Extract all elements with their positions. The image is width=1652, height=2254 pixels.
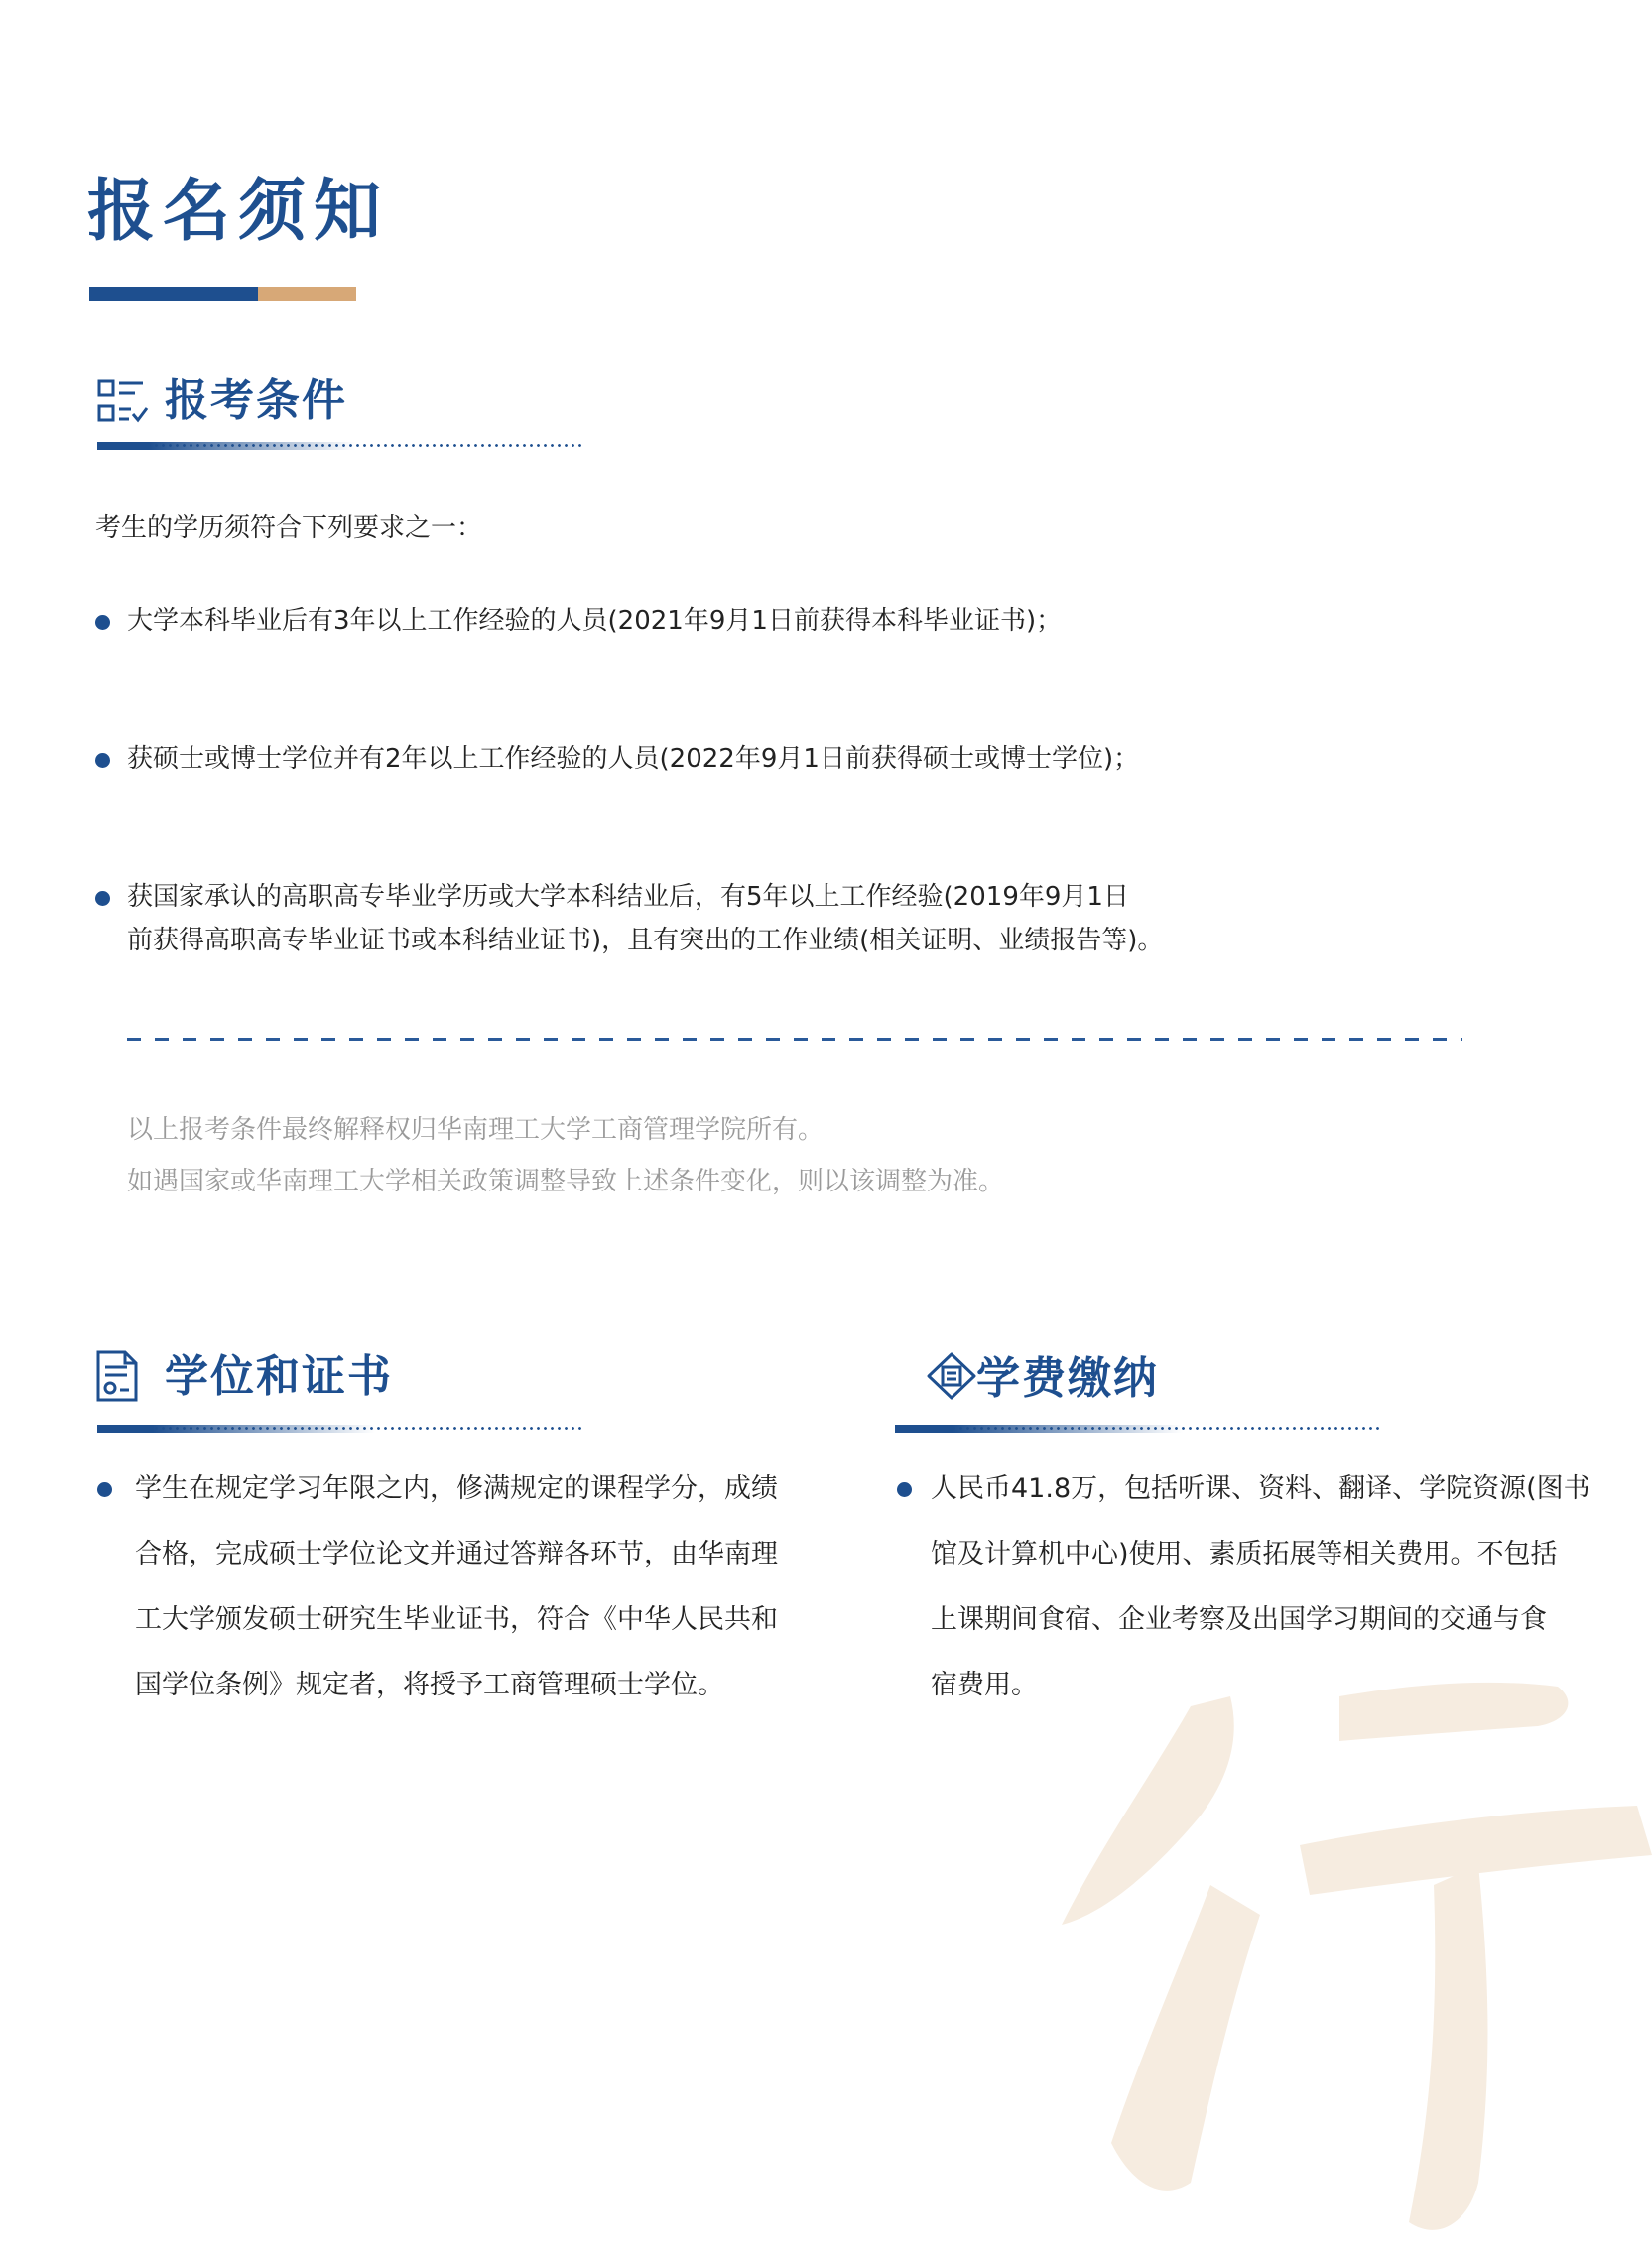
bullet-dot: [95, 615, 110, 630]
paragraph-line: 国学位条例》规定者，将授予工商管理硕士学位。: [135, 1670, 724, 1700]
calligraphy-watermark: [1042, 1627, 1652, 2250]
bullet-dot: [897, 1482, 912, 1497]
checklist-icon: [97, 378, 149, 424]
list-item-text: 获国家承认的高职高专毕业学历或大学本科结业后，有5年以上工作经验(2019年9月1日: [127, 882, 1129, 912]
coin-icon: [925, 1351, 978, 1401]
page-title: 报名须知: [87, 173, 390, 251]
list-item-text: 大学本科毕业后有3年以上工作经验的人员(2021年9月1日前获得本科毕业证书)；: [127, 606, 1063, 636]
bullet-dot: [97, 1482, 112, 1497]
bullet-dot: [95, 891, 110, 906]
certificate-icon: [95, 1349, 139, 1403]
list-item-text: 前获得高职高专毕业证书或本科结业证书)，且有突出的工作业绩(相关证明、业绩报告等)。: [127, 926, 1164, 955]
paragraph-line: 宿费用。: [931, 1670, 1038, 1700]
bullet-dot: [95, 753, 110, 768]
paragraph-line: 工大学颁发硕士研究生毕业证书，符合《中华人民共和: [135, 1604, 778, 1635]
requirements-note: 如遇国家或华南理工大学相关政策调整导致上述条件变化，则以该调整为准。: [127, 1167, 1005, 1196]
requirements-intro: 考生的学历须符合下列要求之一：: [95, 513, 483, 543]
paragraph-line: 合格，完成硕士学位论文并通过答辩各环节，由华南理: [135, 1539, 778, 1569]
title-underline-gold: [258, 287, 356, 301]
section-rule-tuition: [895, 1425, 1383, 1437]
section-heading-degree: 学位和证书: [165, 1351, 393, 1402]
tuition-paragraph: [931, 1456, 1590, 1718]
dashed-separator: [127, 1038, 1462, 1041]
paragraph-line: 人民币41.8万，包括听课、资料、翻译、学院资源(图书: [931, 1473, 1590, 1504]
degree-paragraph: [135, 1456, 778, 1718]
section-heading-requirements: 报考条件: [165, 375, 347, 426]
section-rule-degree: [97, 1425, 583, 1437]
paragraph-line: 馆及计算机中心)使用、素质拓展等相关费用。不包括: [931, 1539, 1558, 1569]
list-item-text: 获硕士或博士学位并有2年以上工作经验的人员(2022年9月1日前获得硕士或博士学位)；: [127, 744, 1140, 774]
paragraph-line: 上课期间食宿、企业考察及出国学习期间的交通与食: [931, 1604, 1547, 1635]
title-underline-blue: [89, 287, 258, 301]
paragraph-line: 学生在规定学习年限之内，修满规定的课程学分，成绩: [135, 1473, 778, 1504]
section-rule-requirements: [97, 442, 583, 454]
section-heading-tuition: 学费缴纳: [976, 1353, 1159, 1404]
requirements-note: 以上报考条件最终解释权归华南理工大学工商管理学院所有。: [127, 1115, 825, 1145]
